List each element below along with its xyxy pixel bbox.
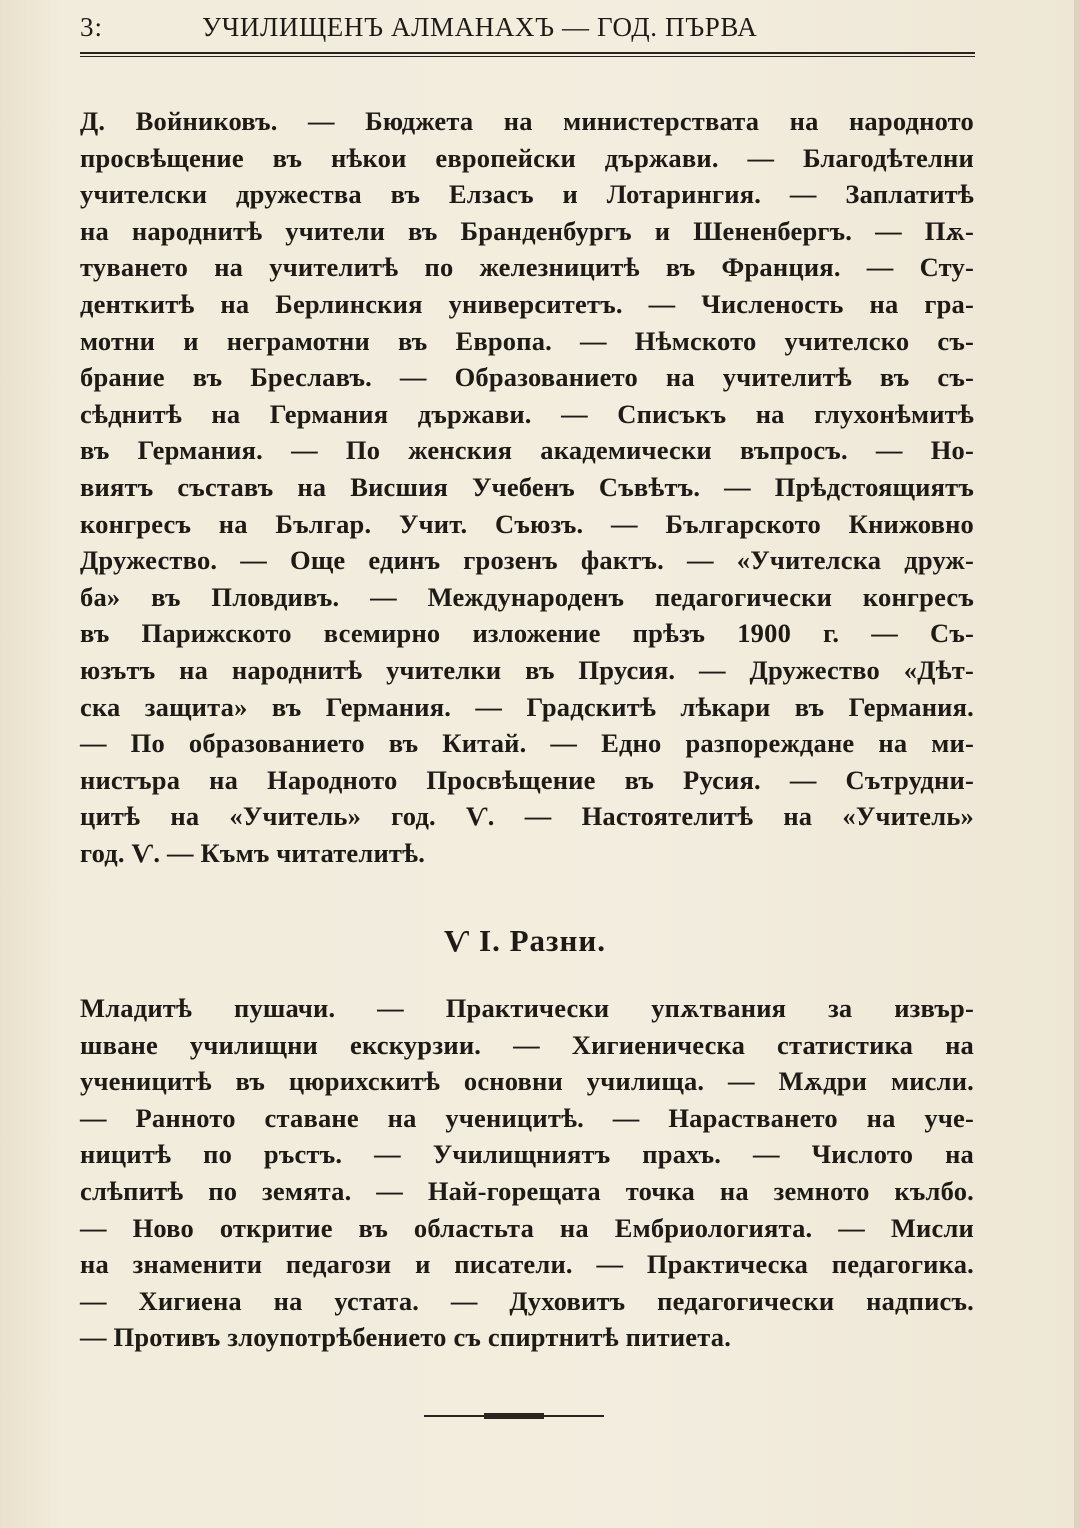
- text-line: въ Германия. — По женския академически въпросъ. — Но-: [80, 435, 974, 466]
- text-line: шване училищни екскурзии. — Хигиеническа статистика на: [80, 1029, 974, 1060]
- text-line: туването на учителитѣ по железницитѣ въ Франция. — Сту-: [80, 252, 974, 283]
- text-line: ученицитѣ въ цюрихскитѣ основни училища. — Мѫдри мисли.: [80, 1066, 974, 1097]
- text-line: просвѣщение въ нѣкои европейски държави. — Благодѣтелни: [80, 142, 974, 173]
- text-line: на народнитѣ учители въ Бранденбургъ и Шененбергъ. — Пѫ-: [80, 215, 974, 246]
- text-line: — Ранното ставане на ученицитѣ. — Нарастването на уче-: [80, 1102, 974, 1133]
- text-line: Дружество. — Още единъ грозенъ фактъ. — «Учителска друж-: [80, 545, 974, 576]
- running-title: УЧИЛИЩЕНЪ АЛМАНАХЪ — ГОД. ПЪРВА: [202, 12, 758, 42]
- section-heading-vi: Ѵ I. Разни.: [444, 923, 606, 958]
- ornament-thick-line: [484, 1413, 544, 1419]
- text-line: ска защита» въ Германия. — Градскитѣ лѣкари въ Германия.: [80, 691, 974, 722]
- text-line: ницитѣ по ръстъ. — Училищниятъ прахъ. — Числото на: [80, 1139, 974, 1170]
- text-line: мотни и неграмотни въ Европа. — Нѣмското учителско съ-: [80, 325, 974, 356]
- text-line: брание въ Бреславъ. — Образованието на учителитѣ въ съ-: [80, 362, 974, 393]
- contents-section-vi: [80, 990, 974, 1356]
- page-edge: [1074, 0, 1080, 1528]
- text-line: денткитѣ на Берлинския университетъ. — Численость на гра-: [80, 288, 974, 319]
- page-number: 3:: [80, 12, 104, 42]
- text-line: — Хигиена на устата. — Духовитъ педагогически надписъ.: [80, 1285, 974, 1316]
- text-line: сѣднитѣ на Германия държави. — Списъкъ на глухонѣмитѣ: [80, 398, 974, 429]
- closing-ornament-rule: [424, 1413, 604, 1419]
- text-line: — Ново откритие въ областьта на Ембриологията. — Мисли: [80, 1212, 974, 1243]
- text-line: учителски дружества въ Елзасъ и Лотарингия. — Заплатитѣ: [80, 179, 974, 210]
- contents-section-v: [80, 103, 974, 871]
- text-line: нистъра на Народното Просвѣщение въ Русия. — Сътрудни-: [80, 764, 974, 795]
- header-double-rule: [80, 52, 975, 57]
- text-line: ба» въ Пловдивъ. — Международенъ педагогически конгресъ: [80, 581, 974, 612]
- text-line: — Противъ злоупотрѣбението съ спиртнитѣ питиета.: [80, 1322, 732, 1353]
- text-line: конгресъ на Българ. Учит. Съюзъ. — Българското Книжовно: [80, 508, 974, 539]
- text-line: Младитѣ пушачи. — Практически упѫтвания за извър-: [80, 993, 974, 1023]
- text-line: — По образованието въ Китай. — Едно разпореждане на ми-: [80, 728, 974, 759]
- text-line: слѣпитѣ по земята. — Най-горещата точка на земното кълбо.: [80, 1175, 974, 1206]
- text-line: на знаменити педагози и писатели. — Практическа педагогика.: [80, 1249, 974, 1280]
- text-line: юзътъ на народнитѣ учителки въ Прусия. — Дружество «Дѣт-: [80, 654, 974, 685]
- page-header: [80, 10, 975, 46]
- text-line: год. Ѵ. — Къмъ читателитѣ.: [80, 837, 426, 868]
- text-line: цитѣ на «Учитель» год. Ѵ. — Настоятелитѣ на «Учитель»: [80, 801, 974, 832]
- text-line: виятъ съставъ на Висшия Учебенъ Съвѣтъ. — Прѣдстоящиятъ: [80, 471, 974, 502]
- text-line: Д. Войниковъ. — Бюджета на министерствата на народното: [80, 106, 974, 136]
- text-line: въ Парижското всемирно изложение прѣзъ 1900 г. — Съ-: [80, 618, 974, 649]
